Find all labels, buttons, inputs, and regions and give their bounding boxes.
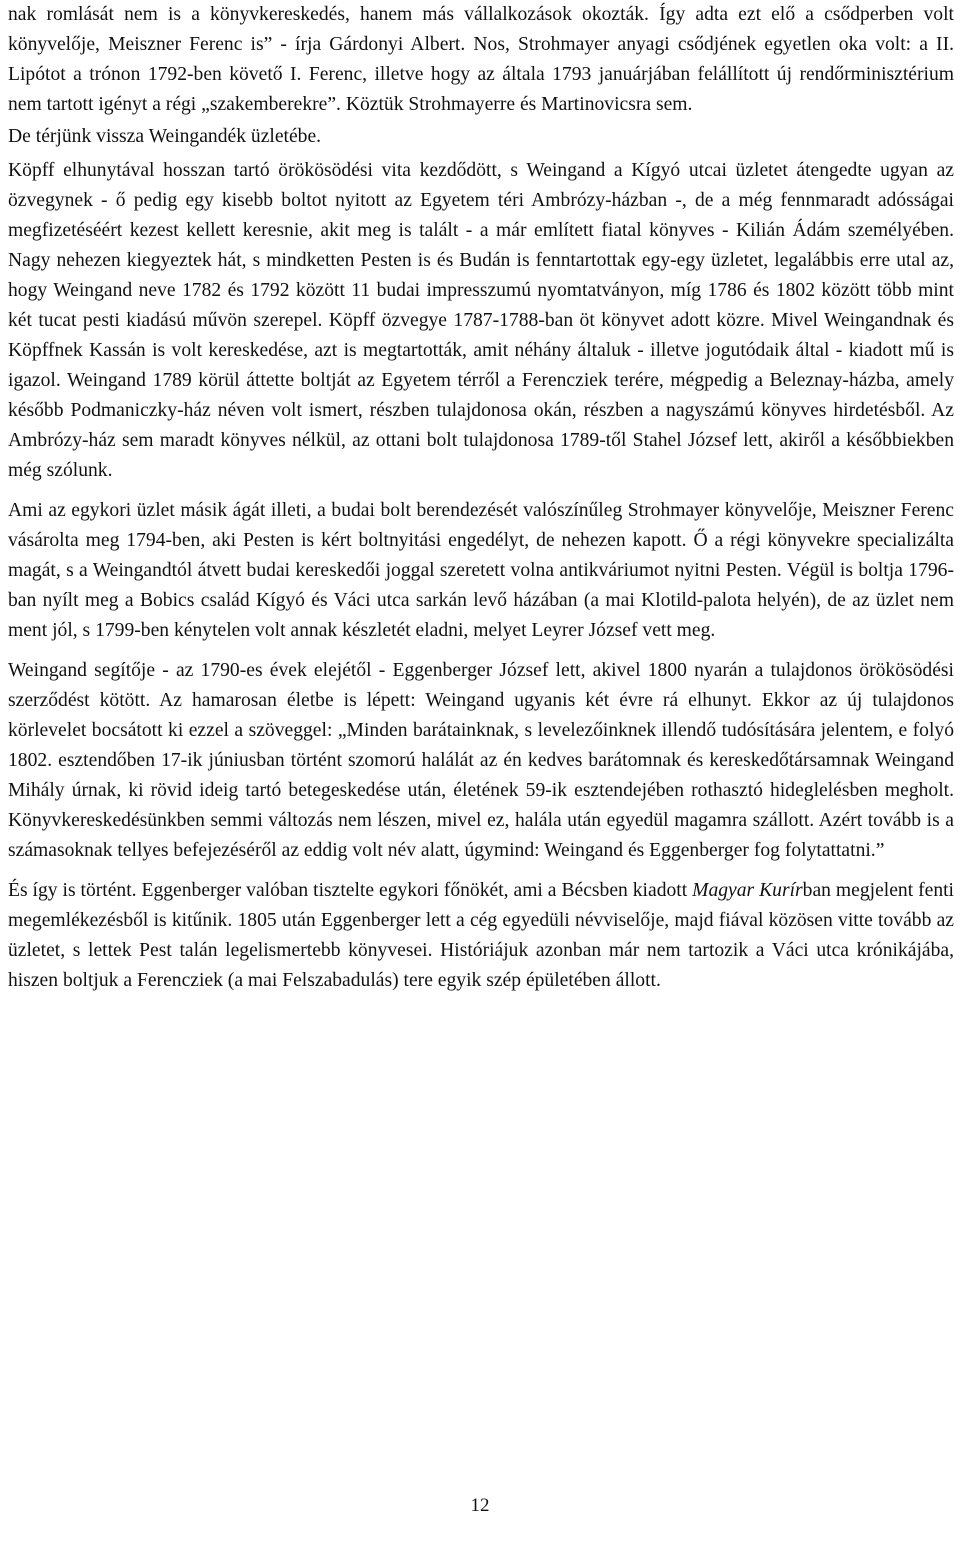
paragraph-conclusion bbox=[8, 876, 954, 996]
page-number: 12 bbox=[470, 1495, 490, 1516]
paragraph-kopff-inheritance: Köpff elhunytával hosszan tartó örökösödési vita kezdődött, s Weingand a Kígyó utcai üzletet átengedte ugyan az özvegynek - ő pedig egy kisebb boltot nyitott az Egyetem téri Ambrózy-házban -, de a még fennmaradt adósságai megfizetéséért kezest kellett keresnie, akit meg is talált - a már említett fiatal könyves - Kilián Ádám személyében. Nagy nehezen kiegyeztek hát, s mindketten Pesten is és Budán is fenntartottak egy-egy üzletet, legalábbis erre utal az, hogy Weingand neve 1782 és 1792 között 11 budai impresszumú nyomtatványon, míg 1786 és 1802 között több mint két tucat pesti kiadású művön szerepel. Köpff özvegye 1787-1788-ban öt könyvet adott közre. Mivel Weingandnak és Köpffnek Kassán is volt kereskedése, azt is megtartották, amit néhány általuk - illetve jogutódaik által - kiadott mű is igazol. Weingand 1789 körül áttette boltját az Egyetem térről a Ferencziek terére, mégpedig a Beleznay-házba, amely később Podmaniczky-ház néven volt ismert, részben tulajdonosa okán, részben a nagyszámú könyves hirdetésből. Az Ambrózy-ház sem maradt könyves nélkül, az ottani bolt tulajdonosa 1789-től Stahel József lett, akiről a későbbiekben még szólunk. bbox=[8, 160, 954, 481]
conclusion-text-end: ban megjelent fenti megemlékezésből is kitűnik. 1805 után Eggenberger lett a cég egyedüli névviselője, majd fiával közösen vitte tovább az üzletet, s lettek Pest talán legelismertebb könyvesei. Históriájuk azonban már nem tartozik a Váci utca krónikájába, hiszen boltjuk a Ferencziek (a mai Felszabadulás) tere egyik szép épületében állott. bbox=[8, 880, 955, 991]
paragraph-return-to-weingand: De térjünk vissza Weingandék üzletébe. bbox=[8, 126, 322, 147]
paragraph-meiszner-shop: Ami az egykori üzlet másik ágát illeti, a budai bolt berendezését valószínűleg Strohmayer könyvelője, Meiszner Ferenc vásárolta meg 1794-ben, aki Pesten is kért boltnyitási engedélyt, de nehezen kapott. Ő a régi könyvekre specializálta magát, s a Weingandtól átvett budai kereskedői joggal szeretett volna antikváriumot nyitni Pesten. Végül is boltja 1796-ban nyílt meg a Bobics család Kígyó és Váci utca sarkán levő házában (a mai Klotild-palota helyén), de az üzlet nem ment jól, s 1799-ben kénytelen volt annak készletét eladni, melyet Leyrer József vett meg. bbox=[8, 500, 954, 641]
conclusion-text-start: És így is történt. Eggenberger valóban tisztelte egykori főnökét, ami a Bécsben kiadott bbox=[8, 880, 693, 901]
paragraph-strohmayer-bankruptcy: nak romlását nem is a könyvkereskedés, hanem más vállalkozások okozták. Így adta ezt elő a csődperben volt könyvelője, Meiszner Ferenc is” - írja Gárdonyi Albert. Nos, Strohmayer anyagi csődjének egyetlen oka volt: a II. Lipótot a trónon 1792-ben követő I. Ferenc, illetve hogy az általa 1793 januárjában felállított új rendőrminisztérium nem tartott igényt a régi „szakemberekre”. Köztük Strohmayerre és Martinovicsra sem. bbox=[8, 4, 954, 115]
document-page bbox=[8, 0, 954, 996]
paragraph-eggenberger-circular: Weingand segítője - az 1790-es évek elejétől - Eggenberger József lett, akivel 1800 nyarán a tulajdonos örökösödési szerződést kötött. Az hamarosan életbe is lépett: Weingand ugyanis két évre rá elhunyt. Ekkor az új tulajdonos körlevelet bocsátott ki ezzel a szöveggel: „Minden barátainknak, s levelezőinknek illendő tudósítására jelentem, e folyó 1802. esztendőben 17-ik júniusban történt szomorú halálát az én kedves barátomnak és kereskedőtársamnak Weingand Mihály úrnak, ki rövid ideig tartó betegeskedése után, életének 59-ik esztendejében rothasztó hideglelésben megholt. Könyvkereskedésünkben semmi változás nem lészen, mivel ez, halála után egyedül magamra szállott. Azért tovább is a számasoknak tellyes befejezéséről az eddig volt név alatt, úgymind: Weingand és Eggenberger fog folytattatni.” bbox=[8, 660, 954, 861]
newspaper-title: Magyar Kurír bbox=[692, 880, 803, 901]
